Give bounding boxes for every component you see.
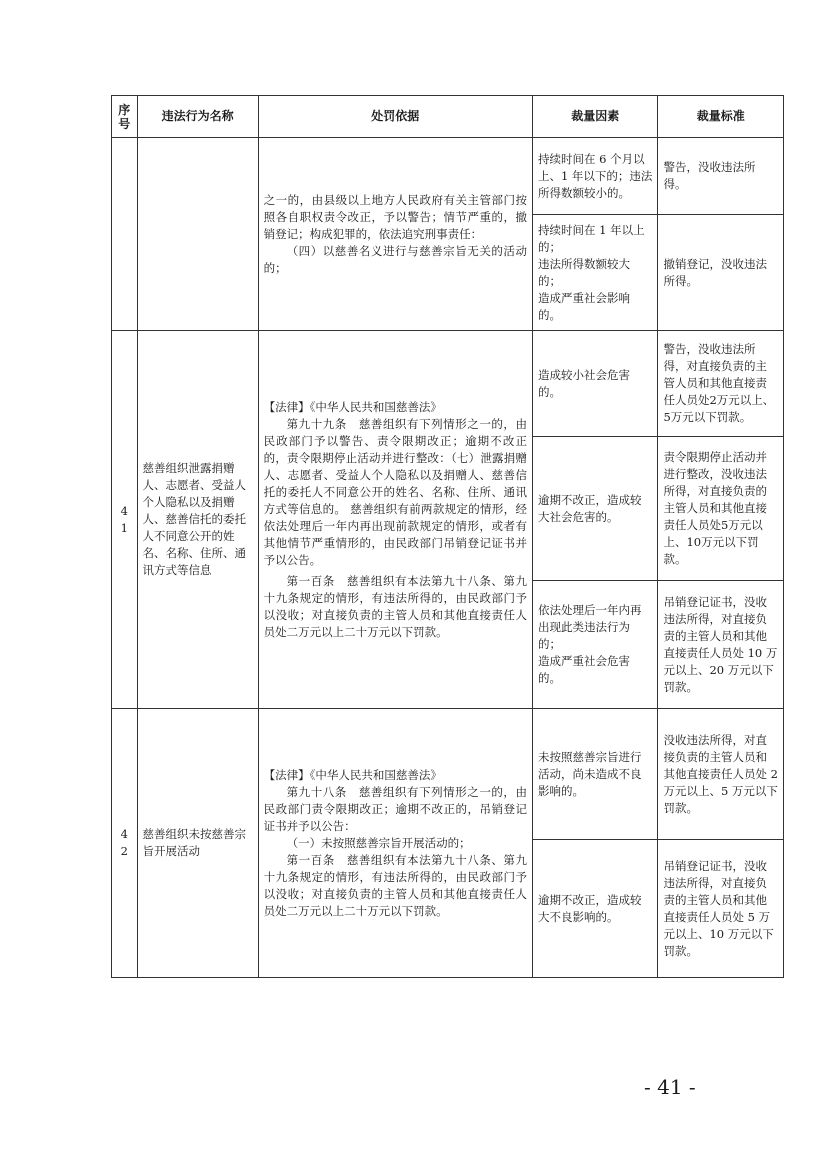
- row41-factor-3: 依法处理后一年内再出现此类违法行为的； 造成严重社会危害的。: [532, 581, 658, 709]
- row40-basis: 之一的，由县级以上地方人民政府有关主管部门按照各自职权责令改正，予以警告；情节严重的，撤销登记；构成犯罪的，依法追究刑事责任： （四）以慈善名义进行与慈善宗旨无关的活动的；: [258, 138, 532, 331]
- row41-standard-2: 责令限期停止活动并进行整改，没收违法所得，对直接负责的主管人员和其他直接责任人员处5万元以上、10万元以下罚款。: [658, 437, 784, 581]
- header-no: 序号: [112, 96, 138, 138]
- row41-standard-3: 吊销登记证书，没收违法所得，对直接负责的主管人员和其他直接责任人员处 10 万元以上、20 万元以下罚款。: [658, 581, 784, 709]
- row42-basis: 【法律】《中华人民共和国慈善法》 第九十八条 慈善组织有下列情形之一的，由民政部门责令限期改正；逾期不改正的，吊销登记证书并予以公告： （一）未按照慈善宗旨开展活动的； 第一百条 慈善组织有本法第九十八条、第九十九条规定的情形，有违法所得的，由民政部门予以没收；对直接负责的主管人员和其他直接责任人员处二万元以上二十万元以下罚款。: [258, 709, 532, 978]
- row40-name: [137, 138, 258, 331]
- table-header-row: [112, 96, 784, 138]
- row41-factor-1: 造成较小社会危害的。: [532, 331, 658, 437]
- page-number: - 41 -: [644, 1075, 696, 1099]
- row41-no: 41: [112, 331, 138, 709]
- table-row-40-a: [112, 138, 784, 215]
- row40-no: [112, 138, 138, 331]
- row42-factor-2: 逾期不改正，造成较大不良影响的。: [532, 840, 658, 978]
- table-row-41-a: [112, 331, 784, 437]
- row41-standard-1: 警告，没收违法所得，对直接负责的主管人员和其他直接责任人员处2万元以上、5万元以下罚款。: [658, 331, 784, 437]
- row41-basis: 【法律】《中华人民共和国慈善法》 第九十九条 慈善组织有下列情形之一的，由民政部门予以警告、责令限期改正；逾期不改正的，责令限期停止活动并进行整改：（七）泄露捐赠人、志愿者、受益人个人隐私以及捐赠人、慈善信托的委托人不同意公开的姓名、名称、住所、通讯方式等信息的。 慈善组织有前两款规定的情形，经依法处理后一年内再出现前款规定的情形，或者有其他情节严重情形的，由民政部门吊销登记证书并予以公告。 第一百条 慈善组织有本法第九十八条、第九十九条规定的情形，有违法所得的，由民政部门予以没收；对直接负责的主管人员和其他直接责任人员处二万元以上二十万元以下罚款。: [258, 331, 532, 709]
- table-row-42-a: [112, 709, 784, 840]
- penalty-table: [111, 95, 784, 978]
- row41-name: 慈善组织泄露捐赠人、志愿者、受益人个人隐私以及捐赠人、慈善信托的委托人不同意公开的姓名、名称、住所、通讯方式等信息: [137, 331, 258, 709]
- row40-standard-2: 撤销登记，没收违法所得。: [658, 215, 784, 331]
- row41-factor-2: 逾期不改正，造成较大社会危害的。: [532, 437, 658, 581]
- row42-standard-1: 没收违法所得，对直接负责的主管人员和其他直接责任人员处 2 万元以上、5 万元以下罚款。: [658, 709, 784, 840]
- row40-factor-1: 持续时间在 6 个月以上、1 年以下的；违法所得数额较小的。: [532, 138, 658, 215]
- row42-standard-2: 吊销登记证书，没收违法所得，对直接负责的主管人员和其他直接责任人员处 5 万元以上、10 万元以下罚款。: [658, 840, 784, 978]
- row42-name: 慈善组织未按慈善宗旨开展活动: [137, 709, 258, 978]
- row40-factor-2: 持续时间在 1 年以上的； 违法所得数额较大的； 造成严重社会影响的。: [532, 215, 658, 331]
- header-name: 违法行为名称: [137, 96, 258, 138]
- row40-standard-1: 警告，没收违法所得。: [658, 138, 784, 215]
- row42-no: 42: [112, 709, 138, 978]
- header-factor: 裁量因素: [532, 96, 658, 138]
- header-standard: 裁量标准: [658, 96, 784, 138]
- header-basis: 处罚依据: [258, 96, 532, 138]
- row42-factor-1: 未按照慈善宗旨进行活动，尚未造成不良影响的。: [532, 709, 658, 840]
